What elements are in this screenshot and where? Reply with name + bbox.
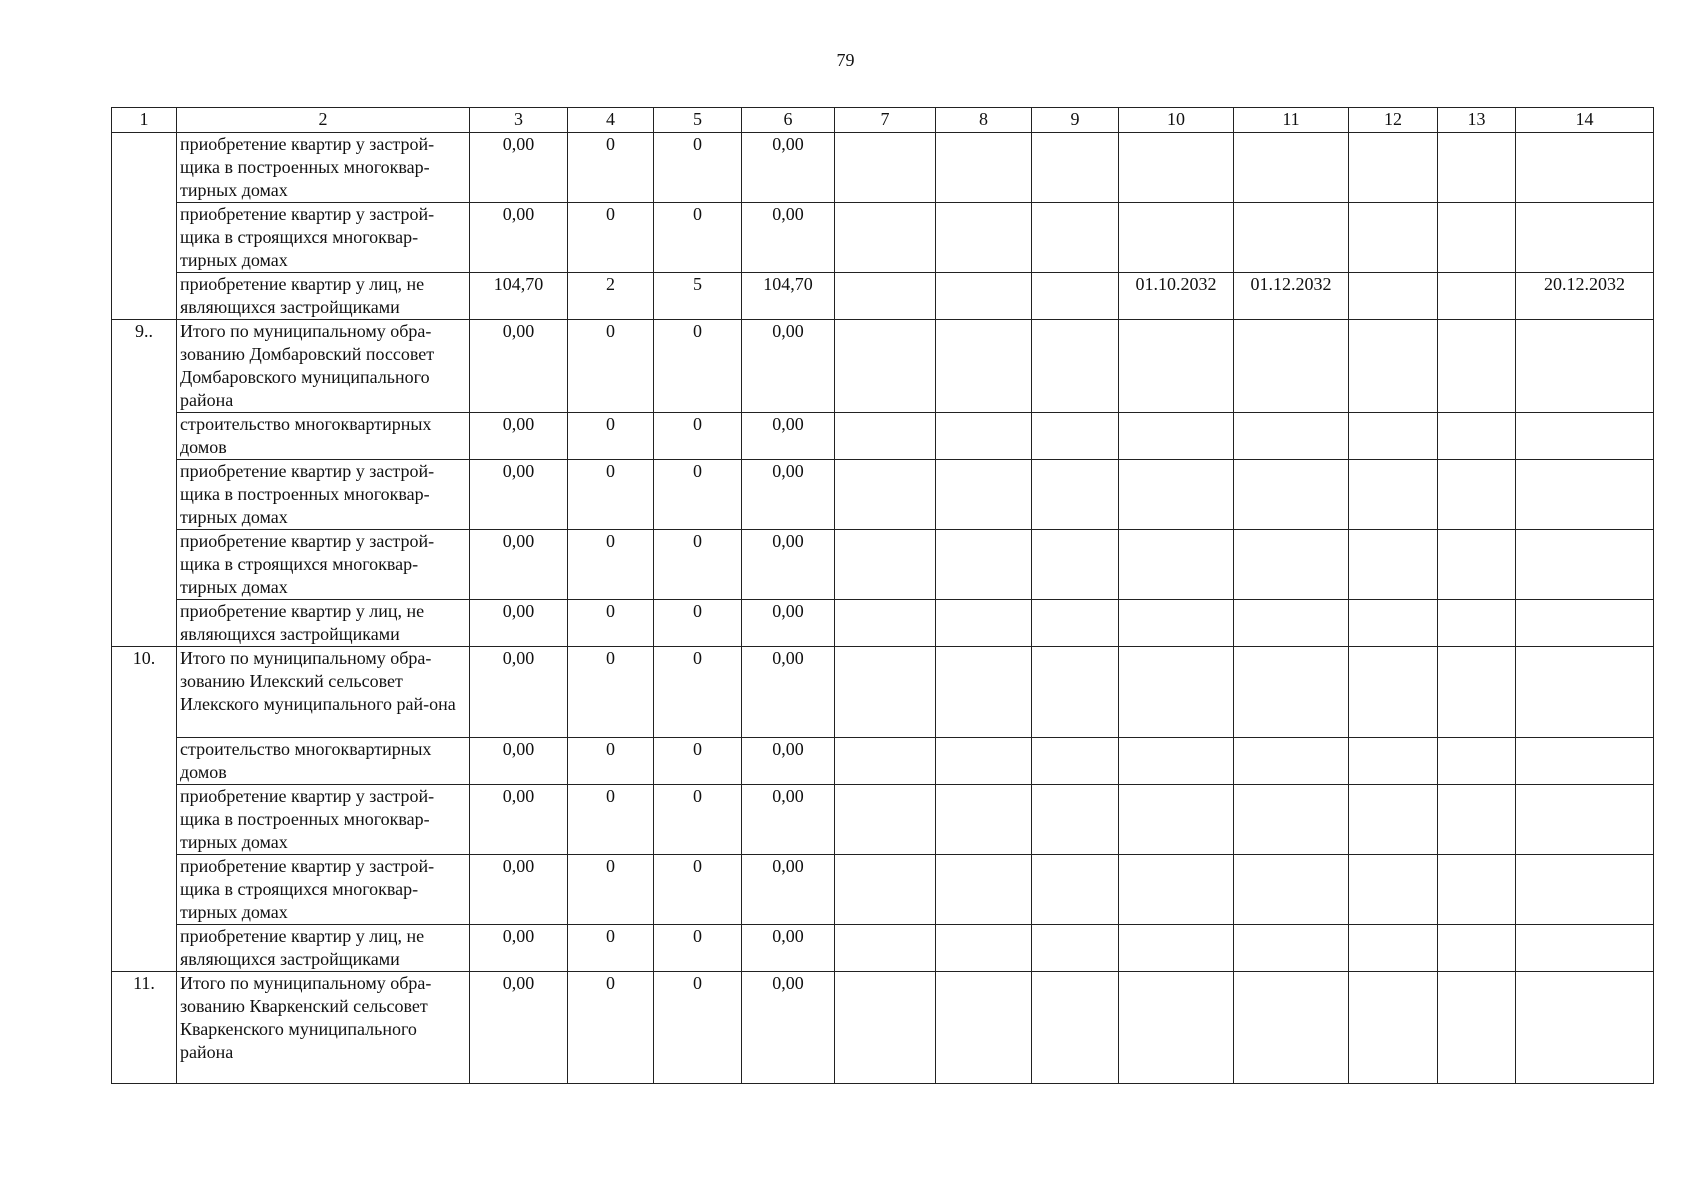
cell-col6: 0,00 [742, 785, 835, 855]
cell-col6: 0,00 [742, 203, 835, 273]
table-row [112, 738, 1654, 785]
column-header: 10 [1119, 108, 1234, 133]
cell-col5: 0 [654, 855, 742, 925]
column-header: 5 [654, 108, 742, 133]
cell-col9 [1032, 530, 1119, 600]
cell-col5: 0 [654, 647, 742, 738]
table-row [112, 600, 1654, 647]
cell-col12 [1349, 460, 1438, 530]
cell-col8 [936, 855, 1032, 925]
table-row [112, 972, 1654, 1084]
cell-col3: 0,00 [470, 413, 568, 460]
cell-col3: 0,00 [470, 600, 568, 647]
cell-col13 [1438, 460, 1516, 530]
table-row [112, 413, 1654, 460]
cell-col3: 0,00 [470, 738, 568, 785]
cell-col8 [936, 647, 1032, 738]
cell-col7 [835, 413, 936, 460]
cell-col11 [1234, 855, 1349, 925]
table-row [112, 925, 1654, 972]
row-description: Итого по муниципальному обра-зованию Кваркенский сельсовет Кваркенского муниципального района [177, 972, 470, 1084]
cell-col12 [1349, 413, 1438, 460]
cell-col10 [1119, 413, 1234, 460]
cell-col8 [936, 460, 1032, 530]
cell-col5: 0 [654, 972, 742, 1084]
row-description: строительство многоквартирных домов [177, 413, 470, 460]
cell-col4: 0 [568, 785, 654, 855]
cell-col5: 0 [654, 133, 742, 203]
cell-col8 [936, 925, 1032, 972]
cell-col14 [1516, 413, 1654, 460]
column-header: 3 [470, 108, 568, 133]
cell-col12 [1349, 273, 1438, 320]
cell-col4: 0 [568, 972, 654, 1084]
cell-col9 [1032, 133, 1119, 203]
cell-col7 [835, 738, 936, 785]
cell-col13 [1438, 972, 1516, 1084]
cell-col7 [835, 530, 936, 600]
cell-col6: 104,70 [742, 273, 835, 320]
cell-col13 [1438, 413, 1516, 460]
data-table [111, 107, 1654, 1084]
cell-col10 [1119, 600, 1234, 647]
row-number-cell: 10. [112, 647, 177, 972]
page-number: 79 [836, 50, 855, 70]
cell-col5: 0 [654, 600, 742, 647]
cell-col11 [1234, 413, 1349, 460]
cell-col14 [1516, 785, 1654, 855]
cell-col5: 0 [654, 530, 742, 600]
cell-col3: 0,00 [470, 785, 568, 855]
cell-col12 [1349, 320, 1438, 413]
cell-col13 [1438, 320, 1516, 413]
cell-col7 [835, 600, 936, 647]
column-header: 2 [177, 108, 470, 133]
cell-col14 [1516, 925, 1654, 972]
column-header: 14 [1516, 108, 1654, 133]
table-row [112, 133, 1654, 203]
cell-col14 [1516, 203, 1654, 273]
cell-col14 [1516, 530, 1654, 600]
cell-col9 [1032, 273, 1119, 320]
row-description: Итого по муниципальному обра-зованию Илекский сельсовет Илекского муниципального рай-она [177, 647, 470, 738]
row-description: приобретение квартир у застрой-щика в построенных многоквар-тирных домах [177, 460, 470, 530]
cell-col4: 2 [568, 273, 654, 320]
cell-col3: 0,00 [470, 925, 568, 972]
cell-col4: 0 [568, 320, 654, 413]
cell-col4: 0 [568, 647, 654, 738]
cell-col13 [1438, 738, 1516, 785]
cell-col5: 5 [654, 273, 742, 320]
cell-col4: 0 [568, 600, 654, 647]
cell-col14 [1516, 133, 1654, 203]
cell-col4: 0 [568, 413, 654, 460]
cell-col14 [1516, 738, 1654, 785]
cell-col9 [1032, 600, 1119, 647]
cell-col8 [936, 972, 1032, 1084]
cell-col13 [1438, 203, 1516, 273]
row-number-cell: 11. [112, 972, 177, 1084]
cell-col11 [1234, 972, 1349, 1084]
row-number-cell [112, 133, 177, 320]
cell-col7 [835, 647, 936, 738]
cell-col7 [835, 925, 936, 972]
column-header: 12 [1349, 108, 1438, 133]
cell-col7 [835, 972, 936, 1084]
cell-col3: 0,00 [470, 133, 568, 203]
column-header: 8 [936, 108, 1032, 133]
cell-col12 [1349, 972, 1438, 1084]
cell-col11 [1234, 738, 1349, 785]
cell-col6: 0,00 [742, 133, 835, 203]
row-description: приобретение квартир у застрой-щика в построенных многоквар-тирных домах [177, 133, 470, 203]
table-row [112, 273, 1654, 320]
cell-col3: 0,00 [470, 530, 568, 600]
cell-col11 [1234, 460, 1349, 530]
cell-col10 [1119, 925, 1234, 972]
cell-col3: 0,00 [470, 972, 568, 1084]
cell-col12 [1349, 203, 1438, 273]
cell-col8 [936, 785, 1032, 855]
row-number-cell: 9.. [112, 320, 177, 647]
cell-col10 [1119, 320, 1234, 413]
cell-col3: 0,00 [470, 647, 568, 738]
cell-col10 [1119, 855, 1234, 925]
row-description: приобретение квартир у застрой-щика в строящихся многоквар-тирных домах [177, 203, 470, 273]
cell-col5: 0 [654, 413, 742, 460]
cell-col9 [1032, 203, 1119, 273]
cell-col6: 0,00 [742, 647, 835, 738]
cell-col5: 0 [654, 925, 742, 972]
cell-col10 [1119, 647, 1234, 738]
table-row [112, 855, 1654, 925]
cell-col6: 0,00 [742, 320, 835, 413]
cell-col10 [1119, 203, 1234, 273]
row-description: приобретение квартир у лиц, не являющихся застройщиками [177, 600, 470, 647]
column-header: 6 [742, 108, 835, 133]
row-description: приобретение квартир у застрой-щика в построенных многоквар-тирных домах [177, 785, 470, 855]
cell-col13 [1438, 273, 1516, 320]
cell-col11 [1234, 925, 1349, 972]
cell-col4: 0 [568, 738, 654, 785]
cell-col13 [1438, 785, 1516, 855]
cell-col4: 0 [568, 855, 654, 925]
cell-col9 [1032, 972, 1119, 1084]
cell-col8 [936, 133, 1032, 203]
cell-col4: 0 [568, 925, 654, 972]
cell-col8 [936, 600, 1032, 647]
cell-col7 [835, 320, 936, 413]
cell-col5: 0 [654, 203, 742, 273]
cell-col8 [936, 273, 1032, 320]
table-row [112, 203, 1654, 273]
cell-col5: 0 [654, 460, 742, 530]
cell-col6: 0,00 [742, 972, 835, 1084]
column-header: 13 [1438, 108, 1516, 133]
cell-col7 [835, 133, 936, 203]
table-row [112, 785, 1654, 855]
cell-col14 [1516, 647, 1654, 738]
cell-col7 [835, 460, 936, 530]
cell-col7 [835, 855, 936, 925]
cell-col8 [936, 413, 1032, 460]
cell-col7 [835, 273, 936, 320]
cell-col7 [835, 203, 936, 273]
cell-col12 [1349, 530, 1438, 600]
cell-col7 [835, 785, 936, 855]
column-header: 7 [835, 108, 936, 133]
cell-col12 [1349, 925, 1438, 972]
row-description: приобретение квартир у застрой-щика в строящихся многоквар-тирных домах [177, 530, 470, 600]
cell-col14 [1516, 972, 1654, 1084]
cell-col12 [1349, 133, 1438, 203]
cell-col9 [1032, 413, 1119, 460]
cell-col10 [1119, 972, 1234, 1084]
table-row [112, 460, 1654, 530]
cell-col4: 0 [568, 133, 654, 203]
table-row [112, 647, 1654, 738]
cell-col10: 01.10.2032 [1119, 273, 1234, 320]
row-description: приобретение квартир у застрой-щика в строящихся многоквар-тирных домах [177, 855, 470, 925]
cell-col4: 0 [568, 203, 654, 273]
cell-col12 [1349, 785, 1438, 855]
cell-col6: 0,00 [742, 530, 835, 600]
cell-col9 [1032, 647, 1119, 738]
cell-col11 [1234, 133, 1349, 203]
cell-col6: 0,00 [742, 413, 835, 460]
cell-col13 [1438, 600, 1516, 647]
cell-col6: 0,00 [742, 855, 835, 925]
cell-col6: 0,00 [742, 925, 835, 972]
cell-col13 [1438, 925, 1516, 972]
column-header: 9 [1032, 108, 1119, 133]
cell-col13 [1438, 530, 1516, 600]
cell-col11 [1234, 320, 1349, 413]
cell-col5: 0 [654, 738, 742, 785]
cell-col6: 0,00 [742, 460, 835, 530]
cell-col13 [1438, 855, 1516, 925]
cell-col3: 0,00 [470, 460, 568, 530]
cell-col13 [1438, 133, 1516, 203]
cell-col14 [1516, 855, 1654, 925]
cell-col10 [1119, 133, 1234, 203]
cell-col14 [1516, 600, 1654, 647]
cell-col11 [1234, 530, 1349, 600]
cell-col10 [1119, 530, 1234, 600]
cell-col3: 104,70 [470, 273, 568, 320]
cell-col3: 0,00 [470, 855, 568, 925]
column-header: 1 [112, 108, 177, 133]
cell-col3: 0,00 [470, 203, 568, 273]
cell-col9 [1032, 855, 1119, 925]
row-description: Итого по муниципальному обра-зованию Домбаровский поссовет Домбаровского муниципального района [177, 320, 470, 413]
cell-col9 [1032, 460, 1119, 530]
cell-col11 [1234, 647, 1349, 738]
row-description: приобретение квартир у лиц, не являющихся застройщиками [177, 273, 470, 320]
cell-col5: 0 [654, 785, 742, 855]
cell-col10 [1119, 738, 1234, 785]
cell-col8 [936, 203, 1032, 273]
cell-col11 [1234, 203, 1349, 273]
cell-col11 [1234, 600, 1349, 647]
column-header: 4 [568, 108, 654, 133]
cell-col8 [936, 738, 1032, 785]
cell-col9 [1032, 738, 1119, 785]
cell-col11: 01.12.2032 [1234, 273, 1349, 320]
cell-col6: 0,00 [742, 600, 835, 647]
row-description: приобретение квартир у лиц, не являющихся застройщиками [177, 925, 470, 972]
cell-col9 [1032, 785, 1119, 855]
cell-col12 [1349, 600, 1438, 647]
cell-col12 [1349, 738, 1438, 785]
cell-col9 [1032, 320, 1119, 413]
cell-col14 [1516, 460, 1654, 530]
cell-col10 [1119, 785, 1234, 855]
cell-col5: 0 [654, 320, 742, 413]
cell-col4: 0 [568, 530, 654, 600]
cell-col8 [936, 530, 1032, 600]
table-row [112, 530, 1654, 600]
column-header: 11 [1234, 108, 1349, 133]
cell-col12 [1349, 855, 1438, 925]
cell-col9 [1032, 925, 1119, 972]
cell-col3: 0,00 [470, 320, 568, 413]
cell-col13 [1438, 647, 1516, 738]
cell-col12 [1349, 647, 1438, 738]
cell-col14: 20.12.2032 [1516, 273, 1654, 320]
cell-col11 [1234, 785, 1349, 855]
table-row [112, 320, 1654, 413]
row-description: строительство многоквартирных домов [177, 738, 470, 785]
cell-col8 [936, 320, 1032, 413]
cell-col14 [1516, 320, 1654, 413]
header-row [112, 108, 1654, 133]
cell-col6: 0,00 [742, 738, 835, 785]
cell-col4: 0 [568, 460, 654, 530]
cell-col10 [1119, 460, 1234, 530]
